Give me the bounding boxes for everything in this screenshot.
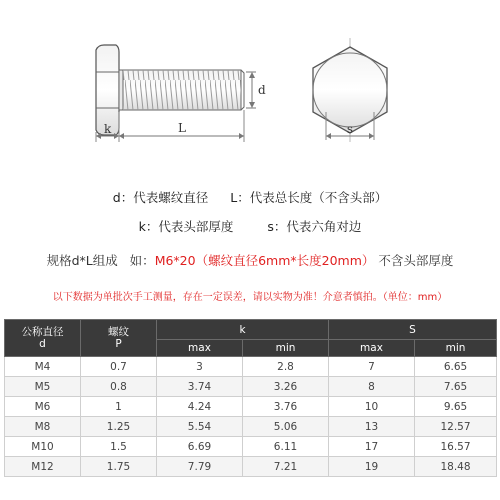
cell-nominal: M6 xyxy=(5,397,81,417)
cell-s-max: 8 xyxy=(329,377,415,397)
bolt-drawing xyxy=(0,0,500,165)
cell-k-max: 5.54 xyxy=(157,417,243,437)
header-k-min: min xyxy=(243,340,329,357)
legend-k: k：代表头部厚度 xyxy=(138,219,234,234)
cell-s-min: 18.48 xyxy=(415,457,497,477)
header-s-max: max xyxy=(329,340,415,357)
cell-pitch: 1 xyxy=(81,397,157,417)
cell-k-max: 3.74 xyxy=(157,377,243,397)
legend-d: d：代表螺纹直径 xyxy=(112,190,209,205)
legend-s: s：代表六角对边 xyxy=(267,219,362,234)
label-L: L xyxy=(178,121,186,135)
table-row xyxy=(5,437,497,457)
cell-nominal: M5 xyxy=(5,377,81,397)
table-row xyxy=(5,357,497,377)
header-k-max: max xyxy=(157,340,243,357)
legend-L: L：代表总长度（不含头部） xyxy=(230,190,388,205)
spec-table xyxy=(4,319,497,477)
spec-as: 如： xyxy=(129,253,155,268)
cell-s-max: 7 xyxy=(329,357,415,377)
cell-pitch: 1.5 xyxy=(81,437,157,457)
cell-s-max: 10 xyxy=(329,397,415,417)
cell-k-min: 2.8 xyxy=(243,357,329,377)
header-nominal xyxy=(5,320,81,357)
bolt-side-view xyxy=(96,45,266,142)
bolt-end-view xyxy=(313,38,387,142)
header-nominal-sub: d xyxy=(39,338,46,350)
cell-k-max: 3 xyxy=(157,357,243,377)
header-nominal-label: 公称直径 xyxy=(21,326,64,338)
cell-k-max: 6.69 xyxy=(157,437,243,457)
cell-pitch: 1.25 xyxy=(81,417,157,437)
header-pitch-label: 螺纹 xyxy=(108,326,129,338)
cell-k-max: 7.79 xyxy=(157,457,243,477)
cell-pitch: 1.75 xyxy=(81,457,157,477)
table-row xyxy=(5,417,497,437)
spec-suffix: 不含头部厚度 xyxy=(378,253,454,268)
cell-s-min: 12.57 xyxy=(415,417,497,437)
header-s-min: min xyxy=(415,340,497,357)
cell-s-max: 17 xyxy=(329,437,415,457)
cell-s-min: 6.65 xyxy=(415,357,497,377)
spec-example xyxy=(0,251,500,269)
spec-prefix: 规格d*L组成 xyxy=(46,253,118,268)
cell-k-min: 5.06 xyxy=(243,417,329,437)
table-row xyxy=(5,457,497,477)
cell-pitch: 0.7 xyxy=(81,357,157,377)
header-k: k xyxy=(157,320,329,340)
cell-nominal: M12 xyxy=(5,457,81,477)
cell-nominal: M10 xyxy=(5,437,81,457)
measurement-note: 以下数据为单批次手工测量，存在一定误差，请以实物为准！介意者慎拍。（单位：mm） xyxy=(52,292,448,303)
cell-s-max: 19 xyxy=(329,457,415,477)
legend-line-2 xyxy=(0,217,500,235)
cell-nominal: M4 xyxy=(5,357,81,377)
cell-k-min: 7.21 xyxy=(243,457,329,477)
cell-k-max: 4.24 xyxy=(157,397,243,417)
header-pitch-sub: P xyxy=(115,338,122,350)
label-k: k xyxy=(104,122,112,136)
cell-k-min: 3.26 xyxy=(243,377,329,397)
spec-example-value: M6*20（螺纹直径6mm*长度20mm） xyxy=(154,253,375,268)
label-s: s xyxy=(346,122,354,136)
header-s: S xyxy=(329,320,497,340)
cell-s-min: 7.65 xyxy=(415,377,497,397)
cell-s-min: 9.65 xyxy=(415,397,497,417)
cell-pitch: 0.8 xyxy=(81,377,157,397)
cell-k-min: 3.76 xyxy=(243,397,329,417)
legend-line-1 xyxy=(0,188,500,206)
label-d: d xyxy=(258,83,266,97)
cell-s-min: 16.57 xyxy=(415,437,497,457)
header-pitch xyxy=(81,320,157,357)
table-row xyxy=(5,377,497,397)
cell-nominal: M8 xyxy=(5,417,81,437)
table-row xyxy=(5,397,497,417)
cell-k-min: 6.11 xyxy=(243,437,329,457)
cell-s-max: 13 xyxy=(329,417,415,437)
